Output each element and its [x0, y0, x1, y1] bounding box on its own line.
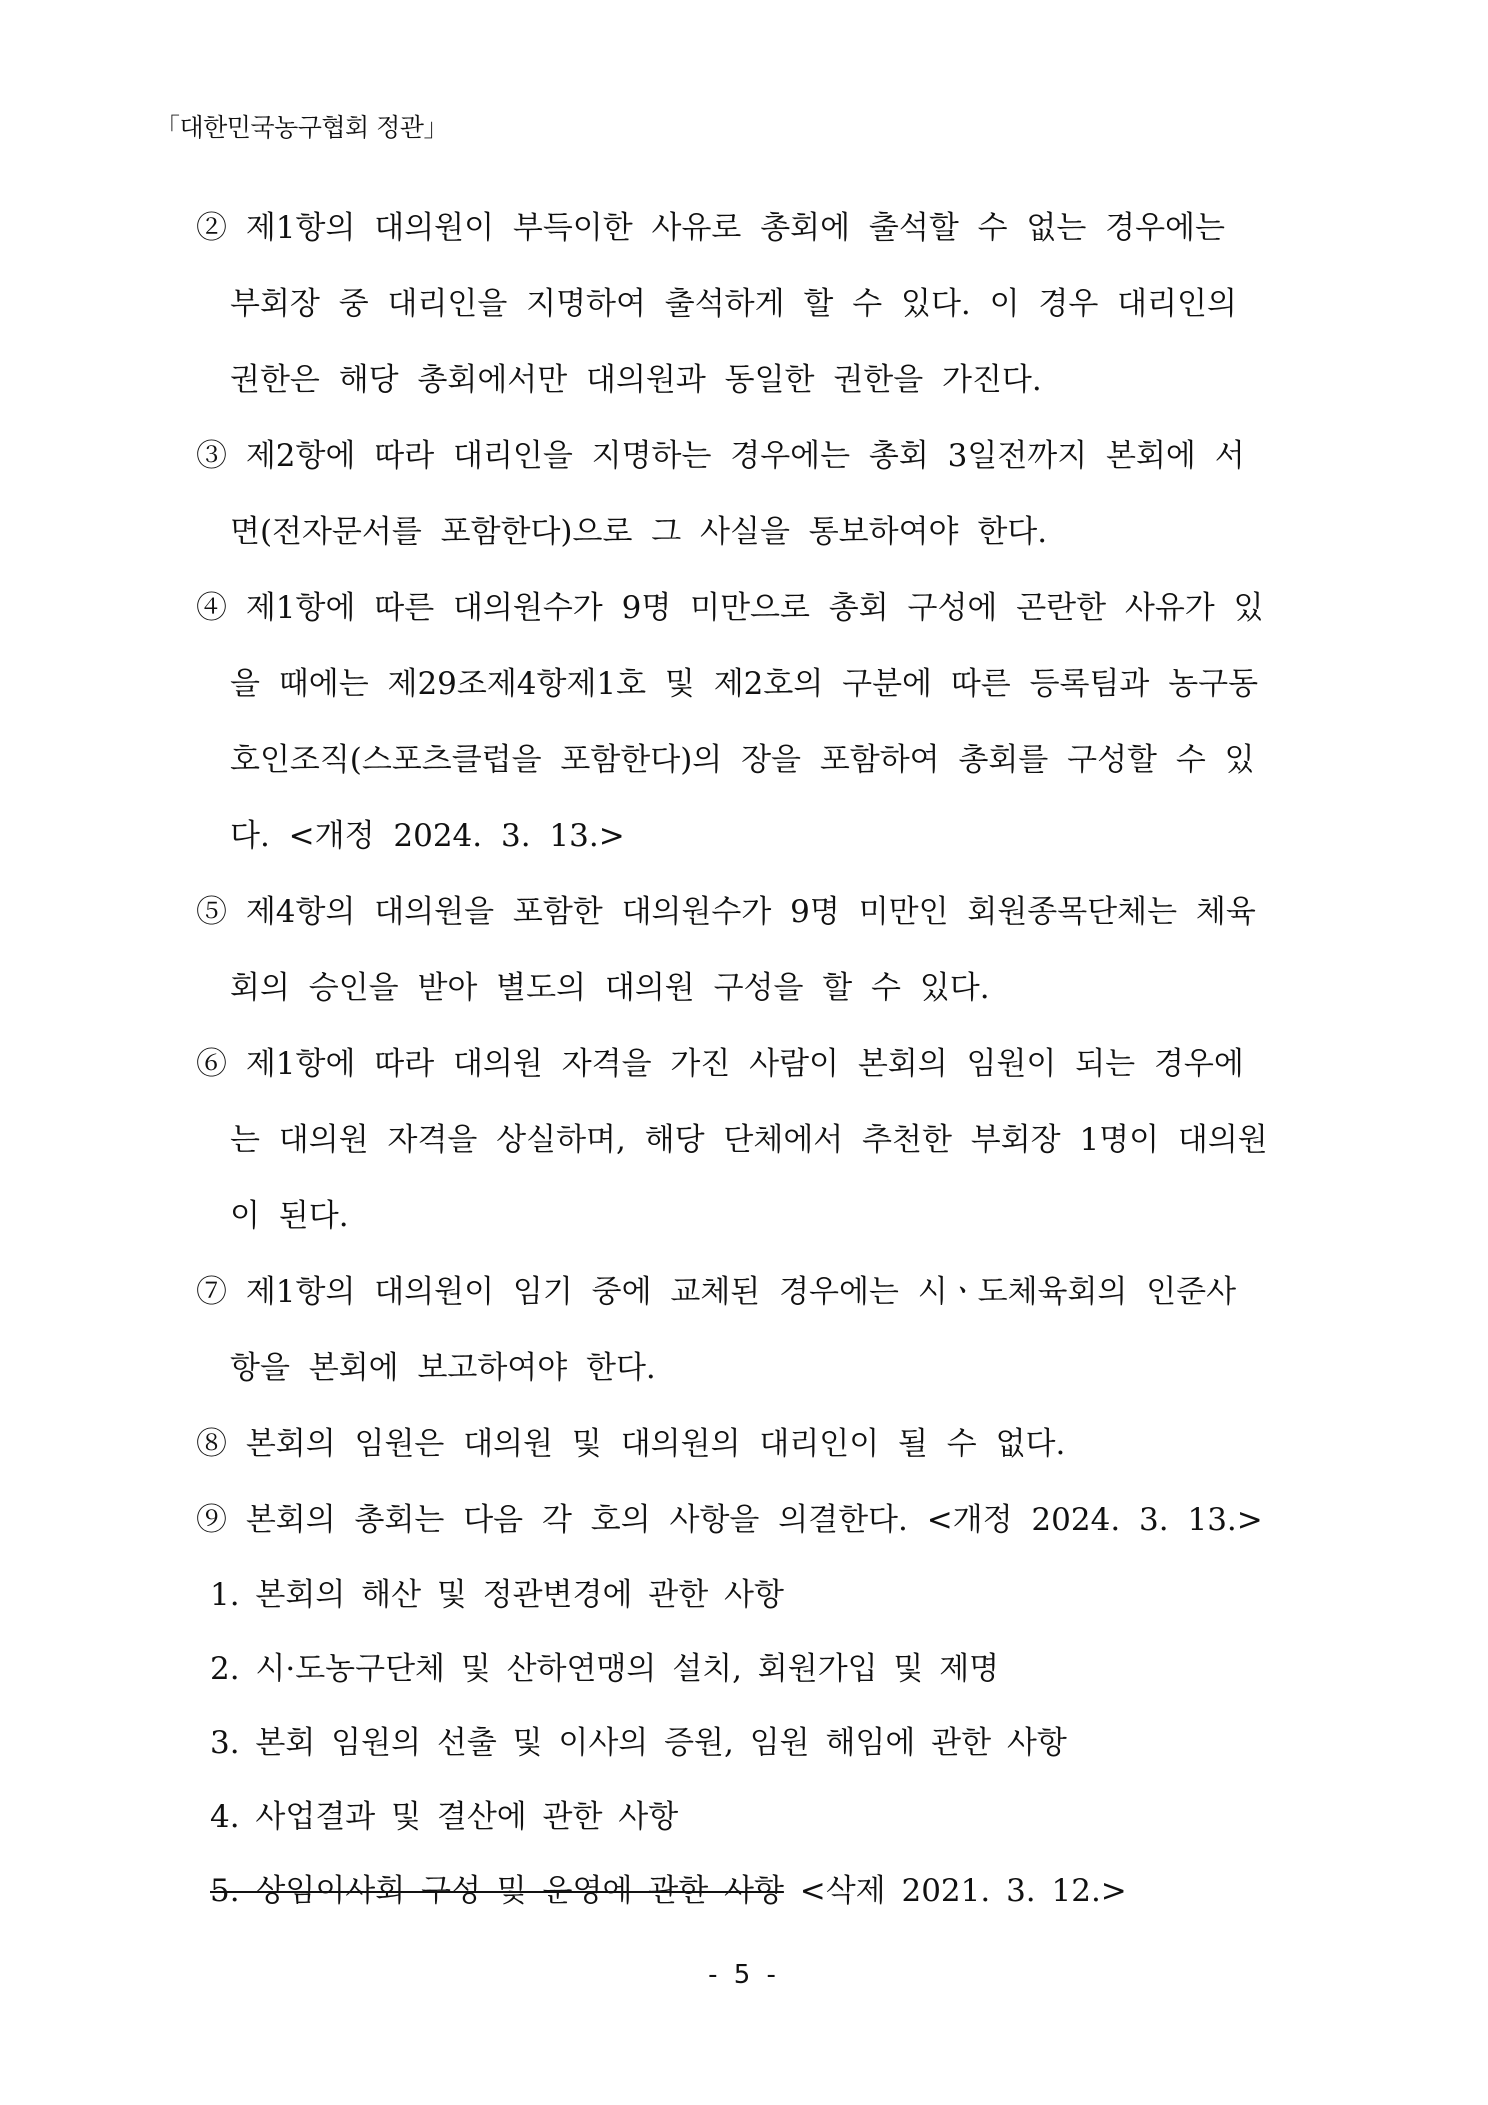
clause-2-line-1: ② 제1항의 대의원이 부득이한 사유로 총회에 출석할 수 없는 경우에는: [196, 210, 1225, 246]
list-item: 1. 본회의 해산 및 정관변경에 관한 사항: [210, 1577, 784, 1613]
clause-2-line-3: 권한은 해당 총회에서만 대의원과 동일한 권한을 가진다.: [230, 362, 1042, 398]
clause-5: [196, 874, 1316, 1026]
document-body: [196, 190, 1316, 1928]
clause-4-line-1: ④ 제1항에 따른 대의원수가 9명 미만으로 총회 구성에 곤란한 사유가 있: [196, 590, 1264, 626]
clause-3-line-2: 면(전자문서를 포함한다)으로 그 사실을 통보하여야 한다.: [230, 514, 1048, 550]
clause-6-line-1: ⑥ 제1항에 따라 대의원 자격을 가진 사람이 본회의 임원이 되는 경우에: [196, 1046, 1244, 1082]
deletion-note: <삭제 2021. 3. 12.>: [783, 1873, 1127, 1909]
deleted-item-text: 5. 상임이사회 구성 및 운영에 관한 사항: [210, 1873, 784, 1909]
clause-5-line-1: ⑤ 제4항의 대의원을 포함한 대의원수가 9명 미만인 회원종목단체는 체육: [196, 894, 1256, 930]
clause-7-line-1: ⑦ 제1항의 대의원이 임기 중에 교체된 경우에는 시ㆍ도체육회의 인준사: [196, 1274, 1237, 1310]
list-item: 3. 본회 임원의 선출 및 이사의 증원, 임원 해임에 관한 사항: [210, 1725, 1067, 1761]
clause-3: [196, 418, 1316, 570]
clause-4-line-2: 을 때에는 제29조제4항제1호 및 제2호의 구분에 따른 등록팀과 농구동: [230, 666, 1259, 702]
deleted-list-item: [196, 1854, 1316, 1928]
clause-5-line-2: 회의 승인을 받아 별도의 대의원 구성을 할 수 있다.: [230, 970, 990, 1006]
document-header: 「대한민국농구협회 정관」: [155, 113, 448, 142]
clause-7: [196, 1254, 1316, 1406]
clause-8-line-1: ⑧ 본회의 임원은 대의원 및 대의원의 대리인이 될 수 없다.: [196, 1426, 1066, 1462]
clause-9-line-1: ⑨ 본회의 총회는 다음 각 호의 사항을 의결한다. <개정 2024. 3. 13.>: [196, 1502, 1263, 1538]
clause-6-line-3: 이 된다.: [230, 1198, 349, 1234]
clause-6: [196, 1026, 1316, 1254]
clause-4: [196, 570, 1316, 874]
clause-2: [196, 190, 1316, 418]
clause-4-line-4: 다. <개정 2024. 3. 13.>: [230, 818, 625, 854]
list-item: 2. 시·도농구단체 및 산하연맹의 설치, 회원가입 및 제명: [210, 1651, 1000, 1687]
clause-4-line-3: 호인조직(스포츠클럽을 포함한다)의 장을 포함하여 총회를 구성할 수 있: [230, 742, 1255, 778]
clause-8: [196, 1406, 1316, 1482]
clause-9: [196, 1482, 1316, 1558]
list-item: 4. 사업결과 및 결산에 관한 사항: [210, 1799, 679, 1835]
clause-2-line-2: 부회장 중 대리인을 지명하여 출석하게 할 수 있다. 이 경우 대리인의: [230, 286, 1237, 322]
page-number: - 5 -: [708, 1960, 780, 1990]
clause-7-line-2: 항을 본회에 보고하여야 한다.: [230, 1350, 656, 1386]
clause-6-line-2: 는 대의원 자격을 상실하며, 해당 단체에서 추천한 부회장 1명이 대의원: [230, 1122, 1268, 1158]
clause-3-line-1: ③ 제2항에 따라 대리인을 지명하는 경우에는 총회 3일전까지 본회에 서: [196, 438, 1245, 474]
